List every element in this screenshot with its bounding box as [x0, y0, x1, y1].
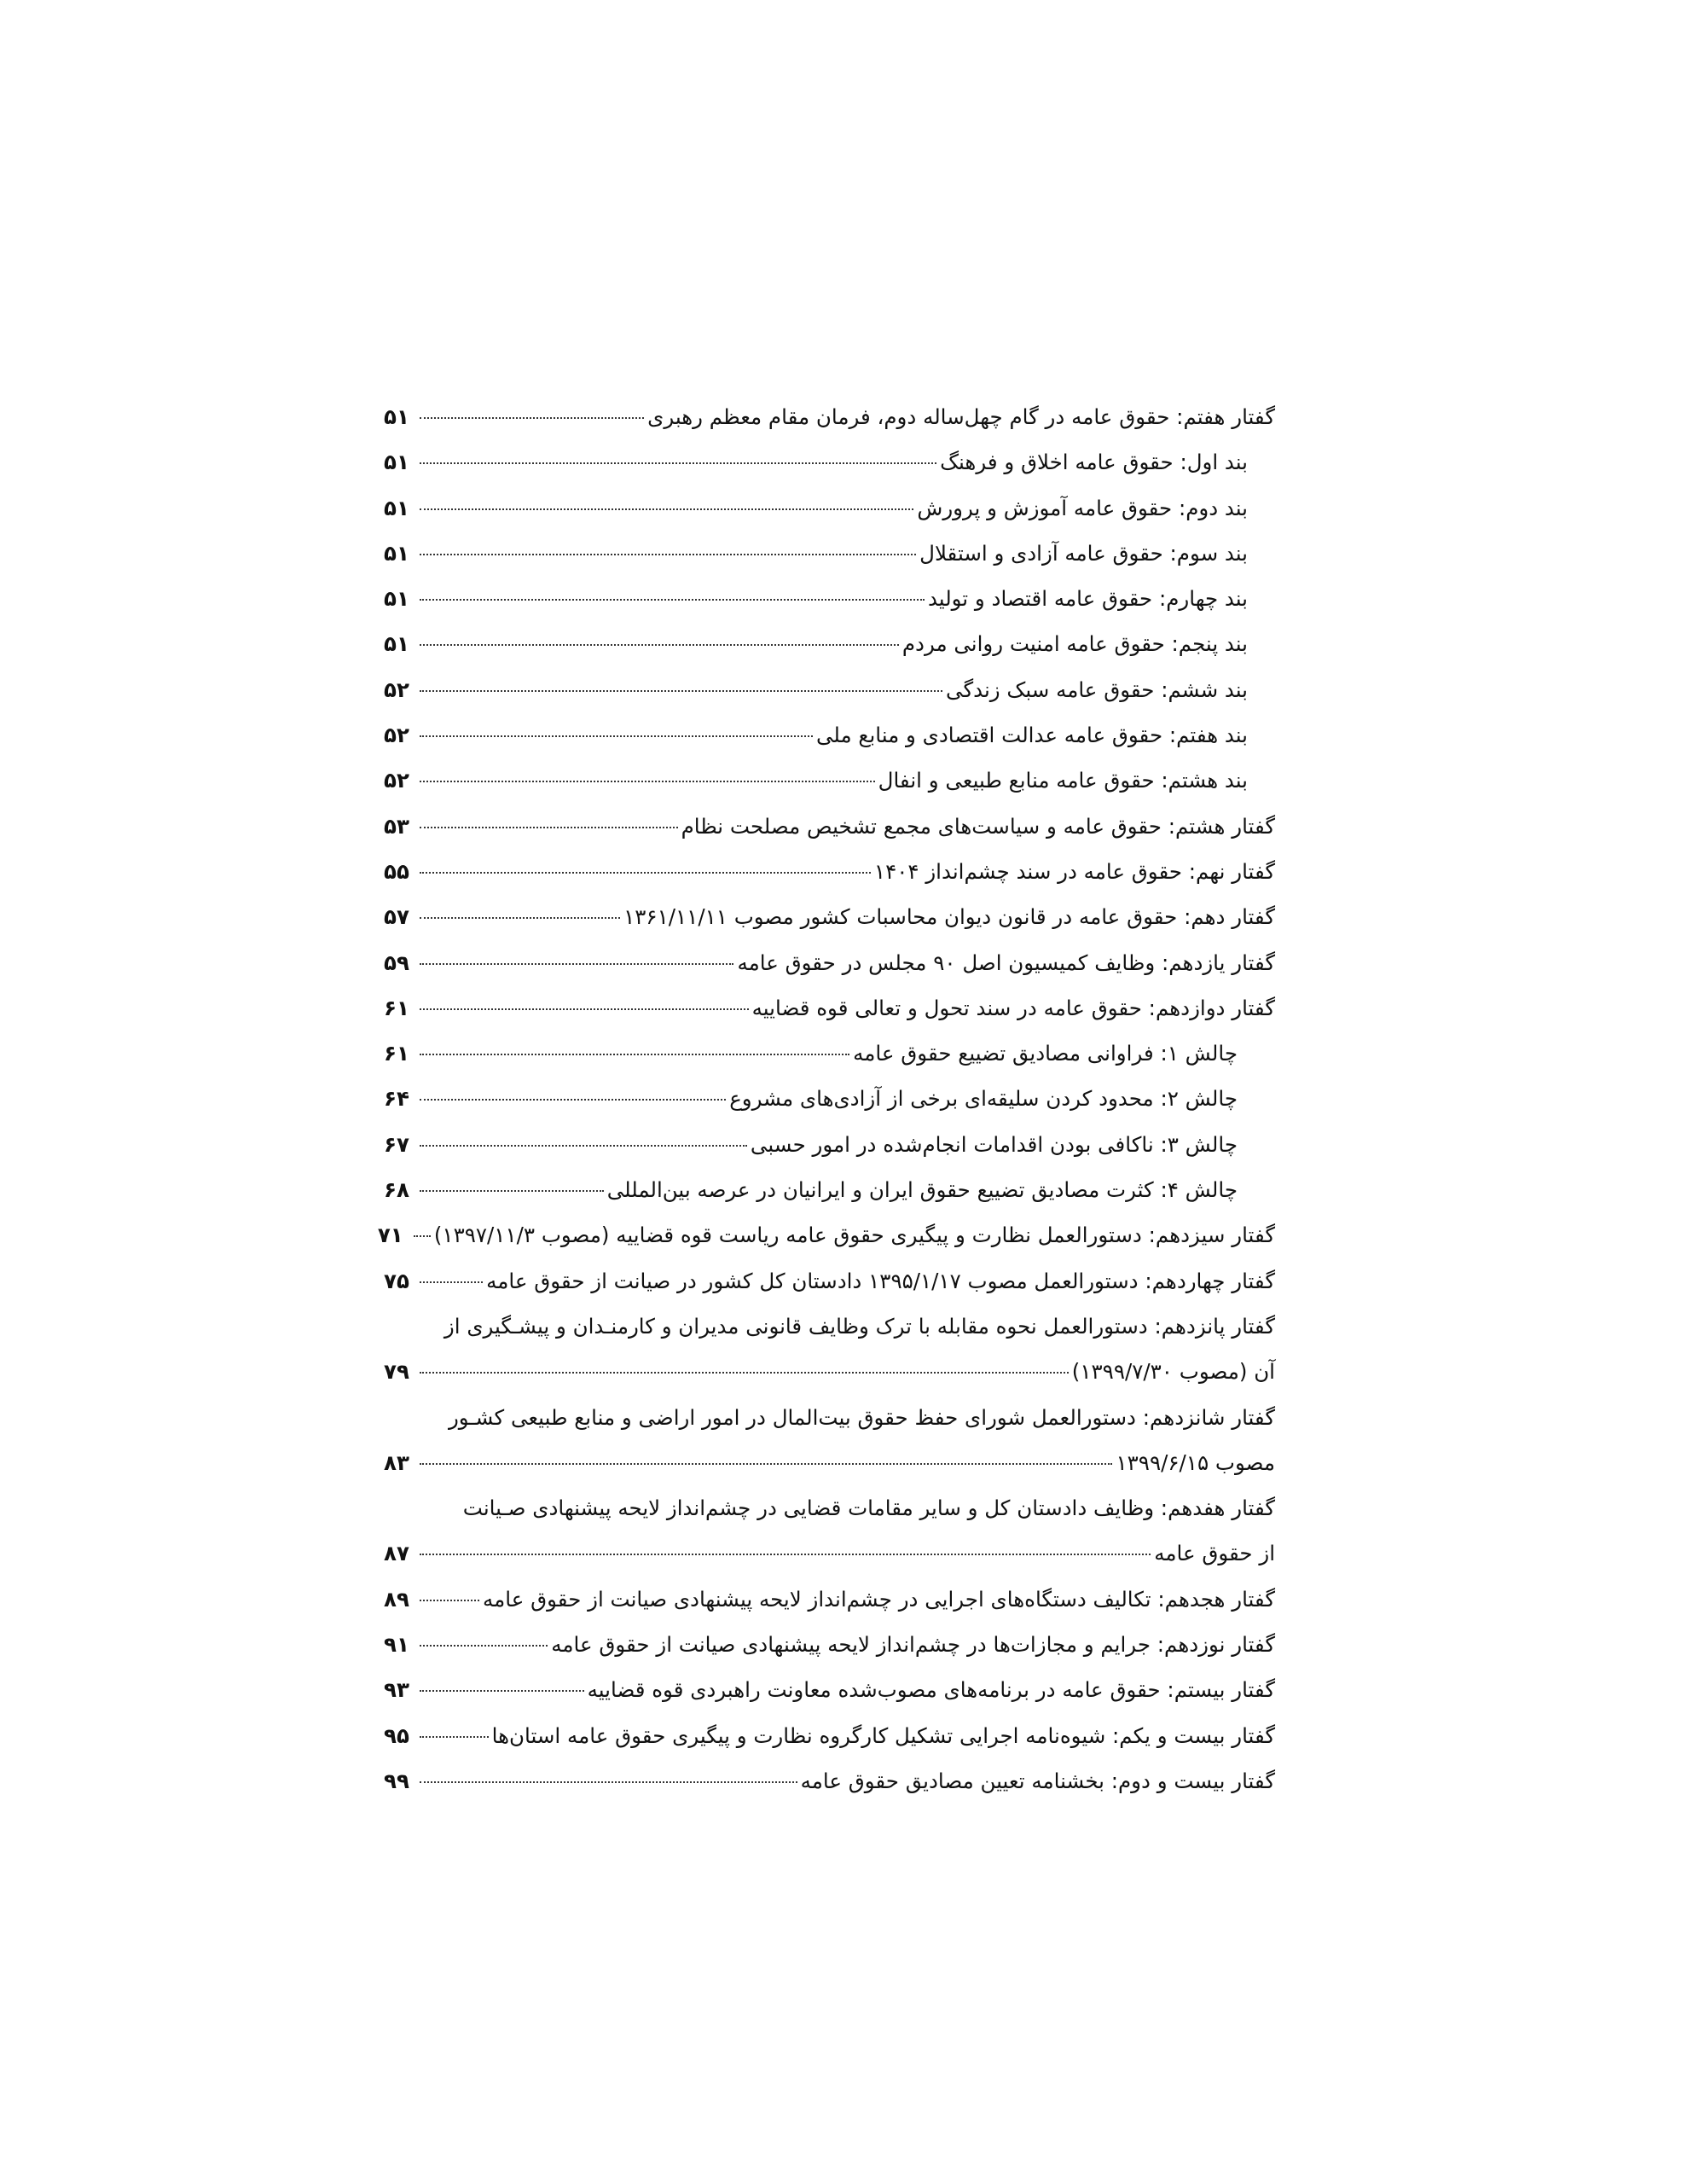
- toc-page-number: ۷۵: [384, 1268, 409, 1293]
- toc-entry[interactable]: [384, 1076, 1275, 1121]
- dot-leader: [420, 1372, 1069, 1374]
- toc-entry[interactable]: [384, 940, 1275, 985]
- dot-leader: [420, 872, 871, 874]
- toc-page-number: ۵۱: [384, 495, 409, 520]
- toc-entry-title: گفتار دهم: حقوق عامه در قانون دیوان محاسبات کشور مصوب ۱۳۶۱/۱۱/۱۱: [623, 904, 1275, 930]
- toc-page-number: ۶۴: [384, 1086, 409, 1112]
- toc-page-number: ۵۱: [384, 586, 409, 612]
- toc-page-number: ۵۲: [384, 723, 409, 748]
- toc-entry-title-line1: گفتار هفدهم: وظایف دادستان کل و سایر مقامات قضایی در چشم‌انداز لایحه پیشنهادی صـیانت: [462, 1496, 1275, 1521]
- toc-page-number: ۶۷: [384, 1131, 409, 1157]
- toc-entry-title: بند دوم: حقوق عامه آموزش و پرورش: [917, 495, 1248, 520]
- toc-entry[interactable]: [384, 439, 1275, 485]
- toc-entry[interactable]: [384, 1758, 1275, 1804]
- toc-page-number: ۵۱: [384, 540, 409, 566]
- toc-entry-title: چالش ۲: محدود کردن سلیقه‌ای برخی از آزادی‌های مشروع: [729, 1086, 1238, 1112]
- toc-entry-title-line1: گفتار شانزدهم: دستورالعمل شورای حفظ حقوق بیت‌المال در امور اراضی و منابع طبیعی کشـور: [448, 1404, 1275, 1430]
- toc-entry[interactable]: [384, 894, 1275, 939]
- dot-leader: [420, 1781, 797, 1783]
- toc-page-number: ۵۱: [384, 404, 409, 429]
- dot-leader: [420, 1281, 483, 1283]
- toc-page-number: ۷۱: [377, 1223, 403, 1248]
- dot-leader: [420, 917, 620, 919]
- dot-leader: [420, 644, 899, 646]
- toc-entry-title-line2: از حقوق عامه: [1154, 1541, 1275, 1566]
- toc-page-number: ۸۷: [384, 1541, 409, 1566]
- toc-entry-title: گفتار هشتم: حقوق عامه و سیاست‌های مجمع تشخیص مصلحت نظام: [681, 813, 1275, 839]
- toc-entry[interactable]: [384, 985, 1275, 1031]
- dot-leader: [420, 1690, 584, 1692]
- dot-leader: [420, 1145, 747, 1147]
- toc-entry-title-line2: آن (مصوب ۱۳۹۹/۷/۳۰): [1071, 1359, 1275, 1385]
- toc-entry-multiline[interactable]: [384, 1395, 1275, 1486]
- dot-leader: [420, 1054, 849, 1055]
- toc-page-number: ۶۸: [384, 1177, 409, 1203]
- toc-page-number: ۹۵: [384, 1722, 409, 1748]
- dot-leader: [420, 1554, 1151, 1555]
- toc-page-number: ۹۱: [384, 1632, 409, 1658]
- toc-entry[interactable]: [384, 621, 1275, 666]
- toc-page-number: ۵۲: [384, 677, 409, 702]
- toc-entry-title: گفتار دوازدهم: حقوق عامه در سند تحول و تعالی قوه قضاییه: [751, 995, 1275, 1020]
- toc-entry[interactable]: [384, 1622, 1275, 1667]
- toc-entry[interactable]: [384, 1258, 1275, 1304]
- dot-leader: [420, 462, 936, 464]
- toc-entry-title: چالش ۳: ناکافی بودن اقدامات انجام‌شده در امور حسبی: [750, 1131, 1238, 1157]
- toc-page-number: ۵۷: [384, 904, 409, 930]
- toc-entry[interactable]: [384, 667, 1275, 712]
- toc-page-number: ۶۱: [384, 1041, 409, 1066]
- toc-entry[interactable]: [384, 1667, 1275, 1712]
- toc-entry[interactable]: [384, 1031, 1275, 1076]
- table-of-contents: [377, 394, 1275, 1804]
- dot-leader: [420, 599, 925, 601]
- toc-entry-title: چالش ۴: کثرت مصادیق تضییع حقوق ایران و ایرانیان در عرصه بین‌المللی: [606, 1177, 1238, 1203]
- toc-entry-title: گفتار بیست و یکم: شیوه‌نامه اجرایی تشکیل کارگروه نظارت و پیگیری حقوق عامه استان‌ها: [491, 1722, 1275, 1748]
- toc-entry-title-line1: گفتار پانزدهم: دستورالعمل نحوه مقابله با ترک وظایف قانونی مدیران و کارمنـدان و پیشـگیری از: [443, 1313, 1275, 1339]
- dot-leader: [420, 1645, 548, 1647]
- toc-entry-title: بند هفتم: حقوق عامه عدالت اقتصادی و منابع ملی: [815, 723, 1248, 748]
- toc-entry-title: گفتار بیست و دوم: بخشنامه تعیین مصادیق حقوق عامه: [800, 1768, 1275, 1793]
- toc-entry[interactable]: [384, 758, 1275, 803]
- toc-entry[interactable]: [377, 1212, 1275, 1258]
- dot-leader: [420, 1190, 604, 1192]
- toc-entry-title: گفتار نهم: حقوق عامه در سند چشم‌انداز ۱۴۰۴: [873, 858, 1275, 884]
- dot-leader: [420, 735, 813, 737]
- toc-entry-multiline[interactable]: [384, 1485, 1275, 1577]
- toc-page-number: ۸۳: [384, 1449, 409, 1475]
- dot-leader: [420, 554, 916, 555]
- toc-entry-title: گفتار یازدهم: وظایف کمیسیون اصل ۹۰ مجلس در حقوق عامه: [737, 950, 1275, 975]
- dot-leader: [420, 963, 733, 965]
- dot-leader: [420, 1600, 479, 1601]
- toc-page-number: ۶۱: [384, 995, 409, 1020]
- toc-entry[interactable]: [384, 849, 1275, 894]
- toc-entry[interactable]: [384, 1577, 1275, 1622]
- toc-page-number: ۵۹: [384, 950, 409, 975]
- toc-entry[interactable]: [384, 1713, 1275, 1758]
- dot-leader: [420, 1463, 1112, 1465]
- toc-entry-title: گفتار هفتم: حقوق عامه در گام چهل‌ساله دوم، فرمان مقام معظم رهبری: [647, 404, 1275, 429]
- toc-entry[interactable]: [384, 712, 1275, 758]
- toc-entry-title: گفتار چهاردهم: دستورالعمل مصوب ۱۳۹۵/۱/۱۷ دادستان کل کشور در صیانت از حقوق عامه: [486, 1268, 1275, 1293]
- dot-leader: [420, 690, 942, 692]
- toc-entry-title: گفتار نوزدهم: جرایم و مجازات‌ها در چشم‌انداز لایحه پیشنهادی صیانت از حقوق عامه: [551, 1632, 1275, 1658]
- toc-entry-title: گفتار سیزدهم: دستورالعمل نظارت و پیگیری حقوق عامه ریاست قوه قضاییه (مصوب ۱۳۹۷/۱۱/۳): [433, 1223, 1275, 1248]
- toc-page-number: ۵۱: [384, 631, 409, 657]
- toc-entry-title: بند هشتم: حقوق عامه منابع طبیعی و انفال: [878, 768, 1248, 793]
- toc-entry[interactable]: [384, 394, 1275, 439]
- toc-entry-title: بند پنجم: حقوق عامه امنیت روانی مردم: [901, 631, 1248, 657]
- toc-entry-title: بند ششم: حقوق عامه سبک زندگی: [946, 677, 1248, 702]
- toc-entry-multiline[interactable]: [384, 1304, 1275, 1395]
- dot-leader: [420, 1736, 489, 1738]
- toc-page-number: ۵۱: [384, 450, 409, 475]
- dot-leader: [420, 1099, 726, 1101]
- toc-page-number: ۸۹: [384, 1586, 409, 1612]
- toc-entry[interactable]: [384, 804, 1275, 849]
- toc-entry-title: گفتار بیستم: حقوق عامه در برنامه‌های مصوب‌شده معاونت راهبردی قوه قضاییه: [587, 1677, 1275, 1703]
- dot-leader: [420, 508, 913, 510]
- dot-leader: [420, 1008, 749, 1010]
- toc-entry[interactable]: [384, 485, 1275, 531]
- toc-entry-title: بند اول: حقوق عامه اخلاق و فرهنگ: [940, 450, 1248, 475]
- toc-entry[interactable]: [384, 531, 1275, 576]
- toc-page-number: ۵۵: [384, 858, 409, 884]
- toc-page-number: ۹۹: [384, 1768, 409, 1793]
- dot-leader: [420, 827, 678, 828]
- toc-page-number: ۵۳: [384, 813, 409, 839]
- toc-entry[interactable]: [384, 1167, 1275, 1212]
- toc-page-number: ۹۳: [384, 1677, 409, 1703]
- toc-page-number: ۵۲: [384, 768, 409, 793]
- toc-page-number: ۷۹: [384, 1359, 409, 1385]
- toc-entry-title: چالش ۱: فراوانی مصادیق تضییع حقوق عامه: [853, 1041, 1238, 1066]
- toc-entry[interactable]: [384, 576, 1275, 621]
- dot-leader: [414, 1235, 431, 1237]
- toc-entry-title: بند چهارم: حقوق عامه اقتصاد و تولید: [927, 586, 1248, 612]
- toc-entry-title: بند سوم: حقوق عامه آزادی و استقلال: [919, 540, 1248, 566]
- toc-entry-title: گفتار هجدهم: تکالیف دستگاه‌های اجرایی در چشم‌انداز لایحه پیشنهادی صیانت از حقوق عامه: [483, 1586, 1275, 1612]
- toc-entry-title-line2: مصوب ۱۳۹۹/۶/۱۵: [1116, 1449, 1275, 1475]
- dot-leader: [420, 781, 875, 782]
- dot-leader: [420, 417, 644, 419]
- toc-entry[interactable]: [384, 1122, 1275, 1167]
